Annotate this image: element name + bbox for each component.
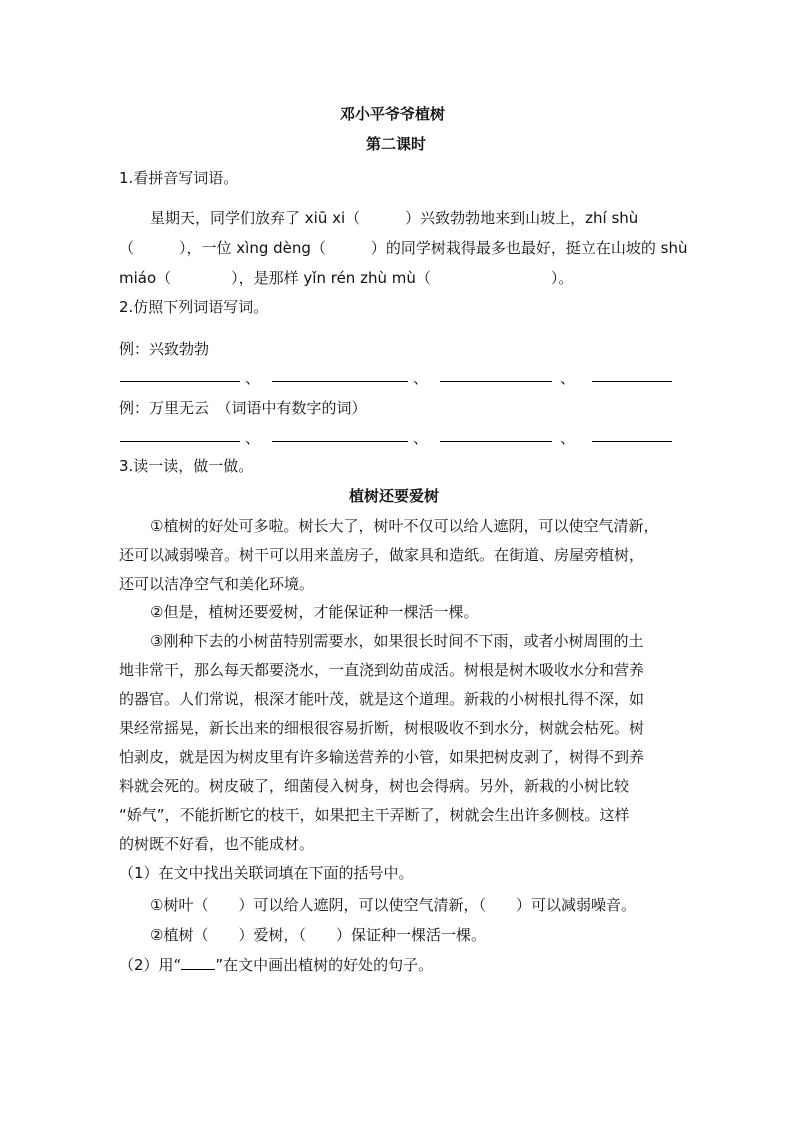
passage-line: ③刚种下去的小树苗特别需要水，如果很长时间不下雨，或者小树周围的土 — [150, 632, 644, 650]
comma-separator: 、 — [560, 429, 576, 447]
sub-question-2-suffix: ”在文中画出植树的好处的句子。 — [215, 956, 434, 974]
answer-blank[interactable] — [592, 381, 672, 382]
sub-question-1a: ①树叶（ ）可以给人遮阴，可以使空气清新，（ ）可以减弱噪音。 — [150, 896, 636, 914]
answer-blank[interactable] — [272, 441, 408, 442]
q1-line-3: miáo（ ），是那样 yǐn rén zhù mù（ ）。 — [119, 269, 574, 287]
comma-separator: 、 — [245, 429, 261, 447]
passage-line: 果经常摇晃，新长出来的细根很容易折断，树根吸收不到水分，树就会枯死。树 — [119, 719, 645, 737]
answer-blank[interactable] — [440, 381, 552, 382]
passage-title: 植树还要爱树 — [349, 487, 440, 505]
passage-line: 地非常干，那么每天都要浇水，一直浇到幼苗成活。树根是树木吸收水分和营养 — [119, 661, 645, 679]
passage-line: 还可以洁净空气和美化环境。 — [119, 575, 315, 593]
sub-question-1b: ②植树（ ）爱树，（ ）保证种一棵活一棵。 — [150, 926, 486, 944]
q2-example-1: 例：兴致勃勃 — [119, 340, 210, 358]
q1-line-1: 星期天，同学们放弃了 xiū xi（ ）兴致勃勃地来到山坡上，zhí shù — [150, 209, 639, 227]
q1-line-2: （ ），一位 xìng dèng（ ）的同学树栽得最多也最好，挺立在山坡的 shù — [119, 239, 688, 257]
passage-line: 的树既不好看，也不能成材。 — [119, 835, 315, 853]
comma-separator: 、 — [413, 429, 429, 447]
comma-separator: 、 — [560, 369, 576, 387]
passage-line: 还可以减弱噪音。树干可以用来盖房子，做家具和造纸。在街道、房屋旁植树， — [119, 546, 645, 564]
q3-heading: 3.读一读，做一做。 — [119, 457, 254, 475]
q2-heading: 2.仿照下列词语写词。 — [119, 298, 269, 316]
page-subtitle: 第二课时 — [366, 135, 427, 153]
comma-separator: 、 — [413, 369, 429, 387]
sub-question-2-prefix: （2）用“ — [119, 956, 182, 974]
answer-blank[interactable] — [592, 441, 672, 442]
answer-blank[interactable] — [272, 381, 408, 382]
answer-blank[interactable] — [120, 441, 240, 442]
underline-sample — [181, 955, 215, 970]
passage-line: 料就会死的。树皮破了，细菌侵入树身，树也会得病。另外，新栽的小树比较 — [119, 777, 630, 795]
sub-question-1: （1）在文中找出关联词填在下面的括号中。 — [119, 864, 414, 882]
page-title: 邓小平爷爷植树 — [340, 105, 446, 123]
q2-example-2: 例：万里无云 （词语中有数字的词） — [119, 399, 367, 417]
sub-question-2 — [119, 954, 433, 975]
passage-line: 怕剥皮，就是因为树皮里有许多输送营养的小管，如果把树皮剥了，树得不到养 — [119, 748, 645, 766]
passage-line: ②但是，植树还要爱树，才能保证种一棵活一棵。 — [150, 603, 479, 621]
q1-heading: 1.看拼音写词语。 — [119, 169, 239, 187]
answer-blank[interactable] — [120, 381, 240, 382]
passage-line: ①植树的好处可多啦。树长大了，树叶不仅可以给人遮阴，可以使空气清新， — [150, 517, 659, 535]
passage-line: “娇气”，不能折断它的枝干，如果把主干弄断了，树就会生出许多侧枝。这样 — [119, 806, 630, 824]
comma-separator: 、 — [245, 369, 261, 387]
answer-blank[interactable] — [440, 441, 552, 442]
passage-line: 的器官。人们常说，根深才能叶茂，就是这个道理。新栽的小树根扎得不深，如 — [119, 690, 645, 708]
